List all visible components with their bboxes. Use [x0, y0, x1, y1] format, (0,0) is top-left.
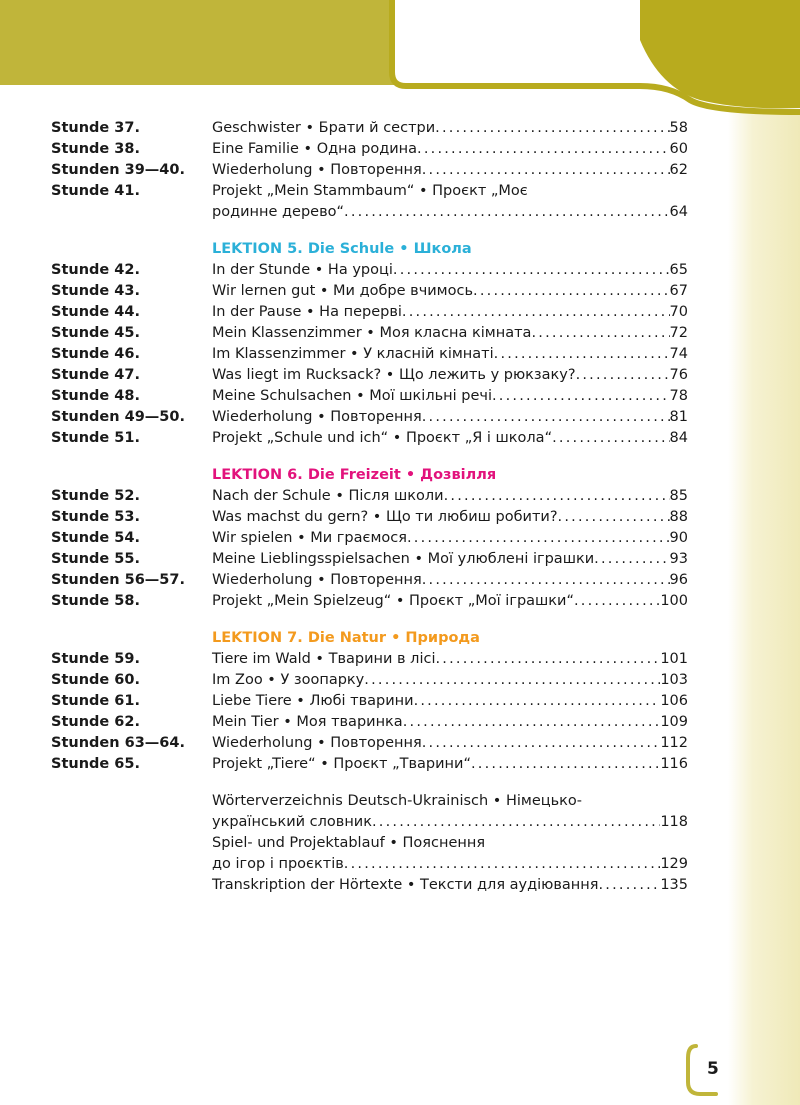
- lesson-number: Stunde 65.: [51, 756, 140, 772]
- page-ref: 78: [669, 388, 688, 404]
- appendix-title-cont: український словник: [212, 814, 372, 830]
- page-ref: 93: [669, 551, 688, 567]
- toc-row[interactable]: [212, 791, 711, 833]
- toc-row[interactable]: [51, 591, 711, 612]
- lesson-title-cont: родинне дерево“: [212, 204, 345, 220]
- page-ref: 135: [660, 877, 688, 893]
- page-ref: 84: [669, 430, 688, 446]
- page-ref: 100: [660, 593, 688, 609]
- lesson-title: Mein Klassenzimmer • Моя класна кімната: [212, 325, 532, 341]
- lesson-number: Stunden 56—57.: [51, 572, 185, 588]
- page-ref: 64: [669, 204, 688, 220]
- toc-row[interactable]: [51, 160, 711, 181]
- page-ref: 103: [660, 672, 688, 688]
- lesson-title: Liebe Tiere • Любі тварини: [212, 693, 414, 709]
- toc-row[interactable]: [51, 407, 711, 428]
- appendix-title: Spiel- und Projektablauf • Пояснення: [212, 835, 486, 851]
- lesson-number: Stunde 48.: [51, 388, 140, 404]
- lesson-number: Stunden 39—40.: [51, 162, 185, 178]
- toc-row[interactable]: [51, 733, 711, 754]
- page-ref: 101: [660, 651, 688, 667]
- page-ref: 72: [669, 325, 688, 341]
- page-ref: 74: [669, 346, 688, 362]
- toc-row[interactable]: [51, 712, 711, 733]
- lesson-number: Stunde 51.: [51, 430, 140, 446]
- lesson-title: Geschwister • Брати й сестри: [212, 120, 436, 136]
- lektion-heading: LEKTION 5. Die Schule • Школа: [212, 241, 472, 257]
- lesson-number: Stunde 45.: [51, 325, 140, 341]
- toc-row[interactable]: [51, 181, 711, 223]
- lesson-title: Projekt „Mein Stammbaum“ • Проєкт „Моє: [212, 183, 528, 199]
- page-ref: 58: [669, 120, 688, 136]
- toc-row[interactable]: [51, 691, 711, 712]
- page-ref: 88: [669, 509, 688, 525]
- page-ref: 112: [660, 735, 688, 751]
- table-of-contents: [51, 118, 711, 896]
- lesson-title: Wiederholung • Повторення: [212, 162, 422, 178]
- lesson-title: Projekt „Mein Spielzeug“ • Проєкт „Мої іграшки“: [212, 593, 574, 609]
- toc-row[interactable]: [51, 486, 711, 507]
- lesson-title: Projekt „Schule und ich“ • Проєкт „Я і школа“: [212, 430, 553, 446]
- page-ref: 76: [669, 367, 688, 383]
- toc-row[interactable]: [51, 670, 711, 691]
- page-ref: 70: [669, 304, 688, 320]
- toc-row[interactable]: [51, 428, 711, 449]
- page-number: 5: [707, 1059, 719, 1079]
- lesson-number: Stunde 46.: [51, 346, 140, 362]
- lesson-number: Stunde 43.: [51, 283, 140, 299]
- appendix-title: Wörterverzeichnis Deutsch-Ukrainisch • Німецько-: [212, 793, 583, 809]
- lesson-number: Stunde 41.: [51, 183, 140, 199]
- page-ref: 90: [669, 530, 688, 546]
- lesson-title: Wiederholung • Повторення: [212, 735, 422, 751]
- toc-row[interactable]: [51, 386, 711, 407]
- lesson-number: Stunde 38.: [51, 141, 140, 157]
- lesson-number: Stunde 60.: [51, 672, 140, 688]
- lesson-title: In der Stunde • На уроці: [212, 262, 393, 278]
- toc-row[interactable]: [51, 528, 711, 549]
- lesson-title: Meine Schulsachen • Мої шкільні речі: [212, 388, 492, 404]
- page-ref: 62: [669, 162, 688, 178]
- page-ref: 118: [660, 814, 688, 830]
- toc-row[interactable]: [212, 833, 711, 875]
- lektion-heading: LEKTION 7. Die Natur • Природа: [212, 630, 480, 646]
- sidebar-strip: [728, 0, 800, 1105]
- lesson-number: Stunde 59.: [51, 651, 140, 667]
- page-ref: 85: [669, 488, 688, 504]
- lesson-title: Wiederholung • Повторення: [212, 409, 422, 425]
- lesson-number: Stunde 61.: [51, 693, 140, 709]
- toc-row[interactable]: [51, 323, 711, 344]
- lesson-title: Mein Tier • Моя тваринка: [212, 714, 403, 730]
- toc-row[interactable]: [51, 365, 711, 386]
- toc-row[interactable]: [51, 281, 711, 302]
- page-ref: 109: [660, 714, 688, 730]
- page-ref: 60: [669, 141, 688, 157]
- toc-row[interactable]: [51, 118, 711, 139]
- page-ref: 67: [669, 283, 688, 299]
- lesson-number: Stunde 54.: [51, 530, 140, 546]
- lesson-title: Tiere im Wald • Тварини в лісі: [212, 651, 436, 667]
- toc-row[interactable]: [51, 507, 711, 528]
- lesson-title: Was machst du gern? • Що ти любиш робити?: [212, 509, 558, 525]
- lektion-heading: LEKTION 6. Die Freizeit • Дозвілля: [212, 467, 497, 483]
- lesson-title: Im Zoo • У зоопарку: [212, 672, 365, 688]
- lesson-number: Stunde 44.: [51, 304, 140, 320]
- lesson-title: Projekt „Tiere“ • Проєкт „Тварини“: [212, 756, 471, 772]
- lesson-title: Eine Familie • Одна родина: [212, 141, 418, 157]
- lesson-number: Stunde 47.: [51, 367, 140, 383]
- page-ref: 129: [660, 856, 688, 872]
- appendix-title-cont: до ігор і проєктів: [212, 856, 344, 872]
- lesson-number: Stunde 58.: [51, 593, 140, 609]
- lesson-number: Stunde 62.: [51, 714, 140, 730]
- lesson-title: Wiederholung • Повторення: [212, 572, 422, 588]
- lesson-number: Stunden 49—50.: [51, 409, 185, 425]
- toc-row[interactable]: [212, 875, 711, 896]
- toc-row[interactable]: [51, 549, 711, 570]
- lesson-title: Meine Lieblingsspielsachen • Мої улюблені іграшки: [212, 551, 595, 567]
- lesson-title: Wir lernen gut • Ми добре вчимось: [212, 283, 474, 299]
- lesson-number: Stunde 53.: [51, 509, 140, 525]
- page-ref: 65: [669, 262, 688, 278]
- page-ref: 81: [669, 409, 688, 425]
- toc-row[interactable]: [51, 649, 711, 670]
- page-ref: 106: [660, 693, 688, 709]
- appendix: [212, 791, 711, 896]
- appendix-title: Transkription der Hörtexte • Тексти для аудіювання: [212, 877, 599, 893]
- lesson-number: Stunde 52.: [51, 488, 140, 504]
- lesson-number: Stunden 63—64.: [51, 735, 185, 751]
- toc-row[interactable]: [51, 260, 711, 281]
- lesson-number: Stunde 55.: [51, 551, 140, 567]
- lesson-title: Nach der Schule • Після школи: [212, 488, 444, 504]
- lesson-title: Was liegt im Rucksack? • Що лежить у рюкзаку?: [212, 367, 576, 383]
- lesson-title: Im Klassenzimmer • У класній кімнаті: [212, 346, 494, 362]
- toc-row[interactable]: [51, 139, 711, 160]
- lesson-number: Stunde 42.: [51, 262, 140, 278]
- toc-row[interactable]: [51, 570, 711, 591]
- top-band: [0, 0, 400, 85]
- page-ref: 116: [660, 756, 688, 772]
- lesson-title: Wir spielen • Ми граємося: [212, 530, 407, 546]
- toc-row[interactable]: [51, 302, 711, 323]
- lesson-title: In der Pause • На перерві: [212, 304, 402, 320]
- page-ref: 96: [669, 572, 688, 588]
- toc-row[interactable]: [51, 344, 711, 365]
- lesson-number: Stunde 37.: [51, 120, 140, 136]
- toc-row[interactable]: [51, 754, 711, 775]
